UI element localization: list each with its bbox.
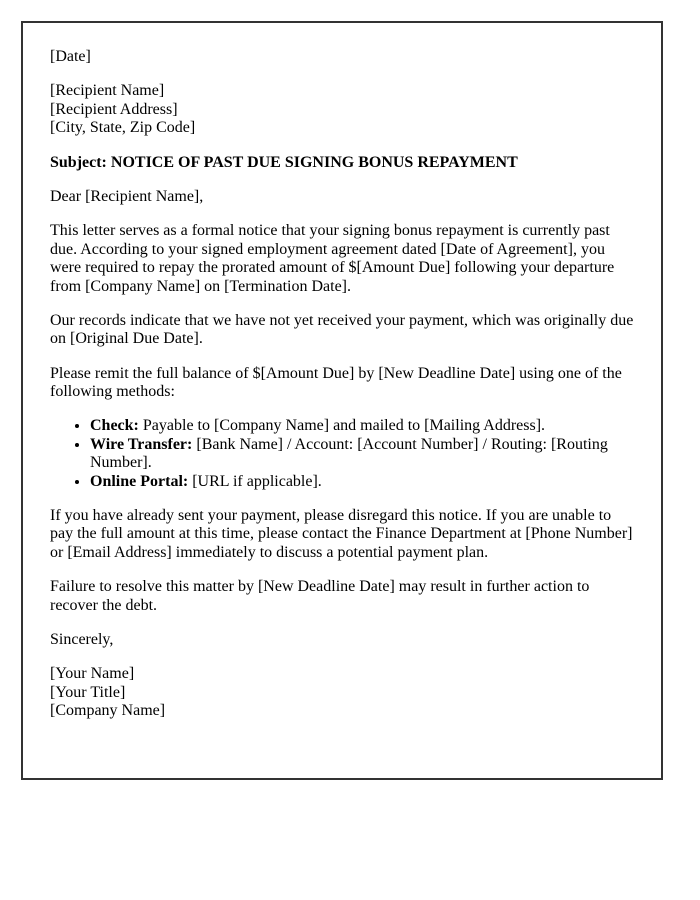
paragraph-remit: Please remit the full balance of $[Amount Due] by [New Deadline Date] using one of the following methods: xyxy=(50,364,622,401)
paragraph-disregard: If you have already sent your payment, please disregard this notice. If you are unable to pay the full amount at this time, please contact the Finance Department at [Phone Number] or [Email Address] immediately to discuss a potential payment plan. xyxy=(50,507,633,561)
subject-label: Subject: xyxy=(50,153,111,171)
payment-method-wire-transfer xyxy=(90,436,634,473)
closing: Sincerely, xyxy=(50,630,114,648)
signature-block xyxy=(50,665,634,720)
signature-name-line: [Your Name] xyxy=(50,665,135,683)
date-line: [Date] xyxy=(50,48,91,65)
payment-method-portal-label: Online Portal: xyxy=(90,472,189,490)
payment-method-check xyxy=(90,417,634,435)
recipient-city-state-zip-line: [City, State, Zip Code] xyxy=(50,119,196,137)
payment-method-wire-text: [Bank Name] / Account: [Account Number] / Routing: [Routing Number]. xyxy=(90,435,608,472)
payment-method-wire-label: Wire Transfer: xyxy=(90,435,193,453)
recipient-address-line: [Recipient Address] xyxy=(50,100,178,118)
payment-method-check-text: Payable to [Company Name] and mailed to [Mailing Address]. xyxy=(138,417,546,435)
paragraph-notice: This letter serves as a formal notice that your signing bonus repayment is currently past due. According to your signed employment agreement dated [Date of Agreement], you were required to repay the prorated amount of $[Amount Due] following your departure from [Company Name] on [Termination Date]. xyxy=(50,222,615,295)
letter-document xyxy=(21,21,663,780)
recipient-address-block xyxy=(50,82,634,137)
salutation: Dear [Recipient Name], xyxy=(50,187,204,205)
signature-company-line: [Company Name] xyxy=(50,702,166,720)
payment-methods-list xyxy=(50,417,634,491)
paragraph-records: Our records indicate that we have not yet received your payment, which was originally due on [Original Due Date]. xyxy=(50,311,634,348)
signature-title-line: [Your Title] xyxy=(50,683,126,701)
payment-method-online-portal xyxy=(90,473,634,491)
payment-method-check-label: Check: xyxy=(90,417,139,435)
paragraph-failure: Failure to resolve this matter by [New Deadline Date] may result in further action to recover the debt. xyxy=(50,578,590,614)
recipient-name-line: [Recipient Name] xyxy=(50,82,165,100)
subject-line xyxy=(50,154,634,172)
payment-method-portal-text: [URL if applicable]. xyxy=(188,472,322,490)
subject-title: NOTICE OF PAST DUE SIGNING BONUS REPAYMENT xyxy=(110,153,518,171)
